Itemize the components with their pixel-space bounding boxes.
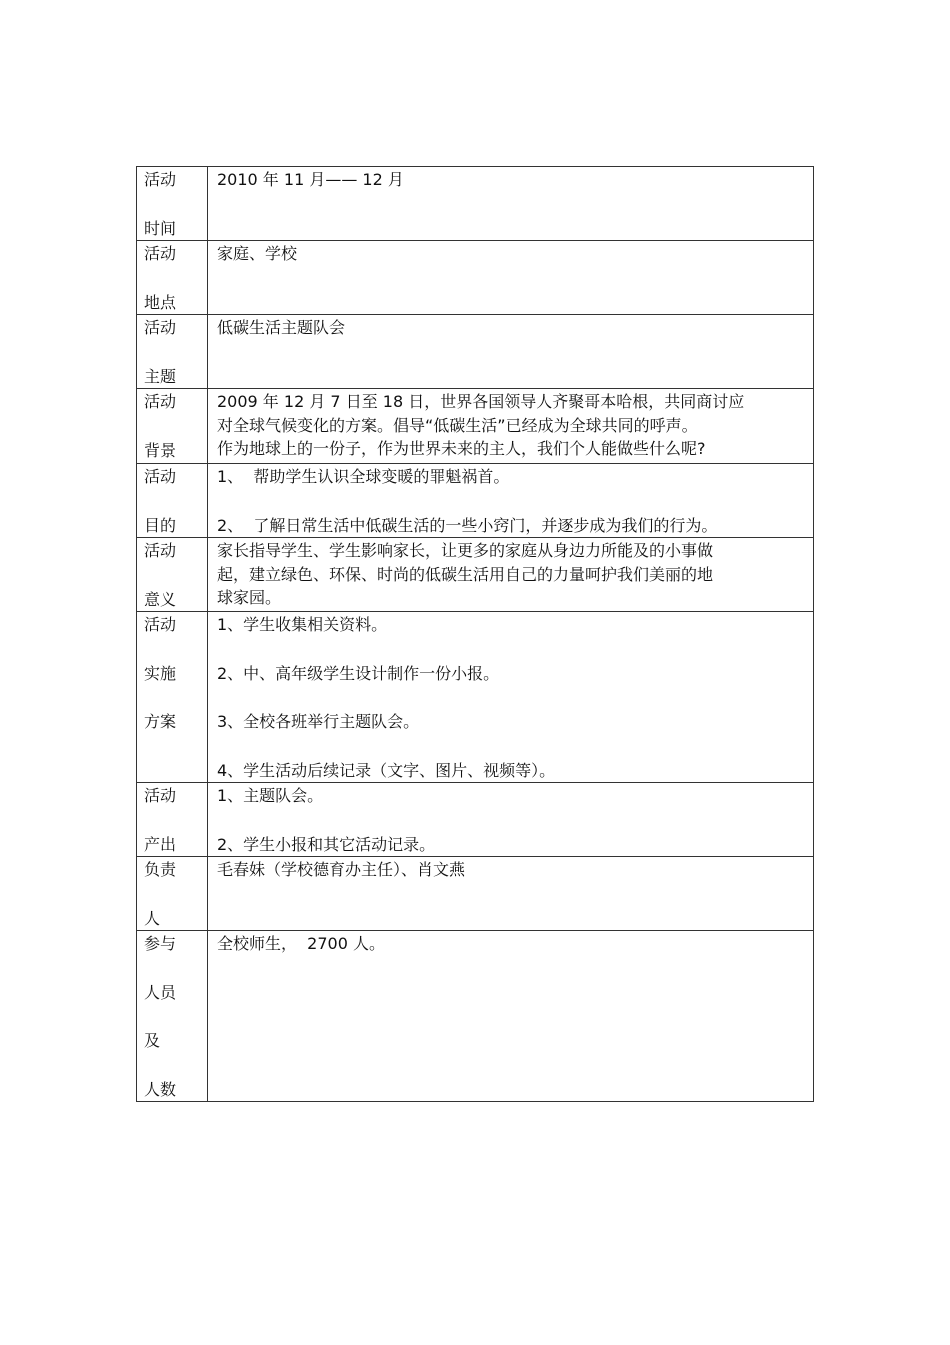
row-label-line: 产出 (144, 834, 177, 854)
content-line: 2、中、高年级学生设计制作一份小报。 (217, 663, 500, 683)
row-label-line: 活动 (144, 392, 177, 411)
row-content (208, 315, 814, 389)
content-line: 1、主题队会。 (217, 786, 324, 805)
row-label-line: 时间 (144, 218, 177, 238)
row-label (137, 389, 208, 464)
row-label-line: 实施 (144, 663, 177, 683)
table-row (137, 612, 814, 783)
table-row (137, 783, 814, 857)
table-row (137, 857, 814, 931)
row-label (137, 857, 208, 931)
row-label-line: 意义 (144, 589, 177, 609)
content-line: 2009 年 12 月 7 日至 18 日，世界各国领导人齐聚哥本哈根，共同商讨应 (217, 392, 745, 411)
content-line: 3、全校各班举行主题队会。 (217, 712, 420, 731)
row-content (208, 241, 814, 315)
content-line: 对全球气候变化的方案。倡导“低碳生活”已经成为全球共同的呼声。 (217, 415, 698, 435)
content-line: 1、 帮助学生认识全球变暖的罪魁祸首。 (217, 467, 510, 486)
content-line: 家庭、学校 (217, 244, 298, 263)
row-label-line: 活动 (144, 541, 177, 560)
row-label-line: 及 (144, 1031, 161, 1050)
row-label (137, 241, 208, 315)
row-content (208, 389, 814, 464)
row-label-line: 地点 (144, 292, 177, 312)
row-label (137, 612, 208, 783)
row-label-line: 方案 (144, 712, 177, 731)
row-label-line: 活动 (144, 318, 177, 337)
row-label-line: 活动 (144, 170, 177, 189)
row-label-line: 人 (144, 908, 161, 928)
row-content (208, 931, 814, 1102)
row-content (208, 167, 814, 241)
content-line: 2010 年 11 月—— 12 月 (217, 170, 404, 189)
content-line: 全校师生， 2700 人。 (217, 934, 385, 953)
content-line: 球家园。 (217, 588, 282, 607)
table-row (137, 389, 814, 464)
content-line: 起，建立绿色、环保、时尚的低碳生活用自己的力量呵护我们美丽的地 (217, 564, 714, 584)
row-label-line: 活动 (144, 786, 177, 805)
content-line: 4、学生活动后续记录（文字、图片、视频等）。 (217, 760, 556, 780)
row-label-line: 活动 (144, 615, 177, 634)
row-content (208, 857, 814, 931)
content-line: 低碳生活主题队会 (217, 318, 346, 337)
row-label (137, 538, 208, 612)
row-label-line: 负责 (144, 860, 177, 879)
row-label-line: 目的 (144, 515, 177, 535)
row-label-line: 人数 (144, 1079, 177, 1099)
content-line: 2、 了解日常生活中低碳生活的一些小窍门，并逐步成为我们的行为。 (217, 515, 718, 535)
row-label-line: 人员 (144, 982, 177, 1002)
content-line: 2、学生小报和其它活动记录。 (217, 834, 436, 854)
table-row (137, 538, 814, 612)
row-label-line: 参与 (144, 934, 177, 953)
row-content (208, 464, 814, 538)
table-row (137, 931, 814, 1102)
row-content (208, 538, 814, 612)
row-label (137, 167, 208, 241)
activity-plan-table (136, 166, 814, 1102)
table-row (137, 167, 814, 241)
row-label (137, 931, 208, 1102)
content-line: 家长指导学生、学生影响家长，让更多的家庭从身边力所能及的小事做 (217, 541, 714, 560)
content-line: 毛春妹（学校德育办主任）、肖文燕 (217, 860, 466, 879)
row-content (208, 783, 814, 857)
row-content (208, 612, 814, 783)
row-label (137, 315, 208, 389)
content-line: 1、学生收集相关资料。 (217, 615, 388, 634)
row-label-line: 活动 (144, 244, 177, 263)
table-row (137, 464, 814, 538)
row-label-line: 主题 (144, 366, 177, 386)
row-label (137, 464, 208, 538)
content-line: 作为地球上的一份子，作为世界未来的主人，我们个人能做些什么呢? (217, 439, 706, 458)
table-row (137, 241, 814, 315)
table-row (137, 315, 814, 389)
row-label-line: 活动 (144, 467, 177, 486)
row-label (137, 783, 208, 857)
row-label-line: 背景 (144, 440, 177, 460)
